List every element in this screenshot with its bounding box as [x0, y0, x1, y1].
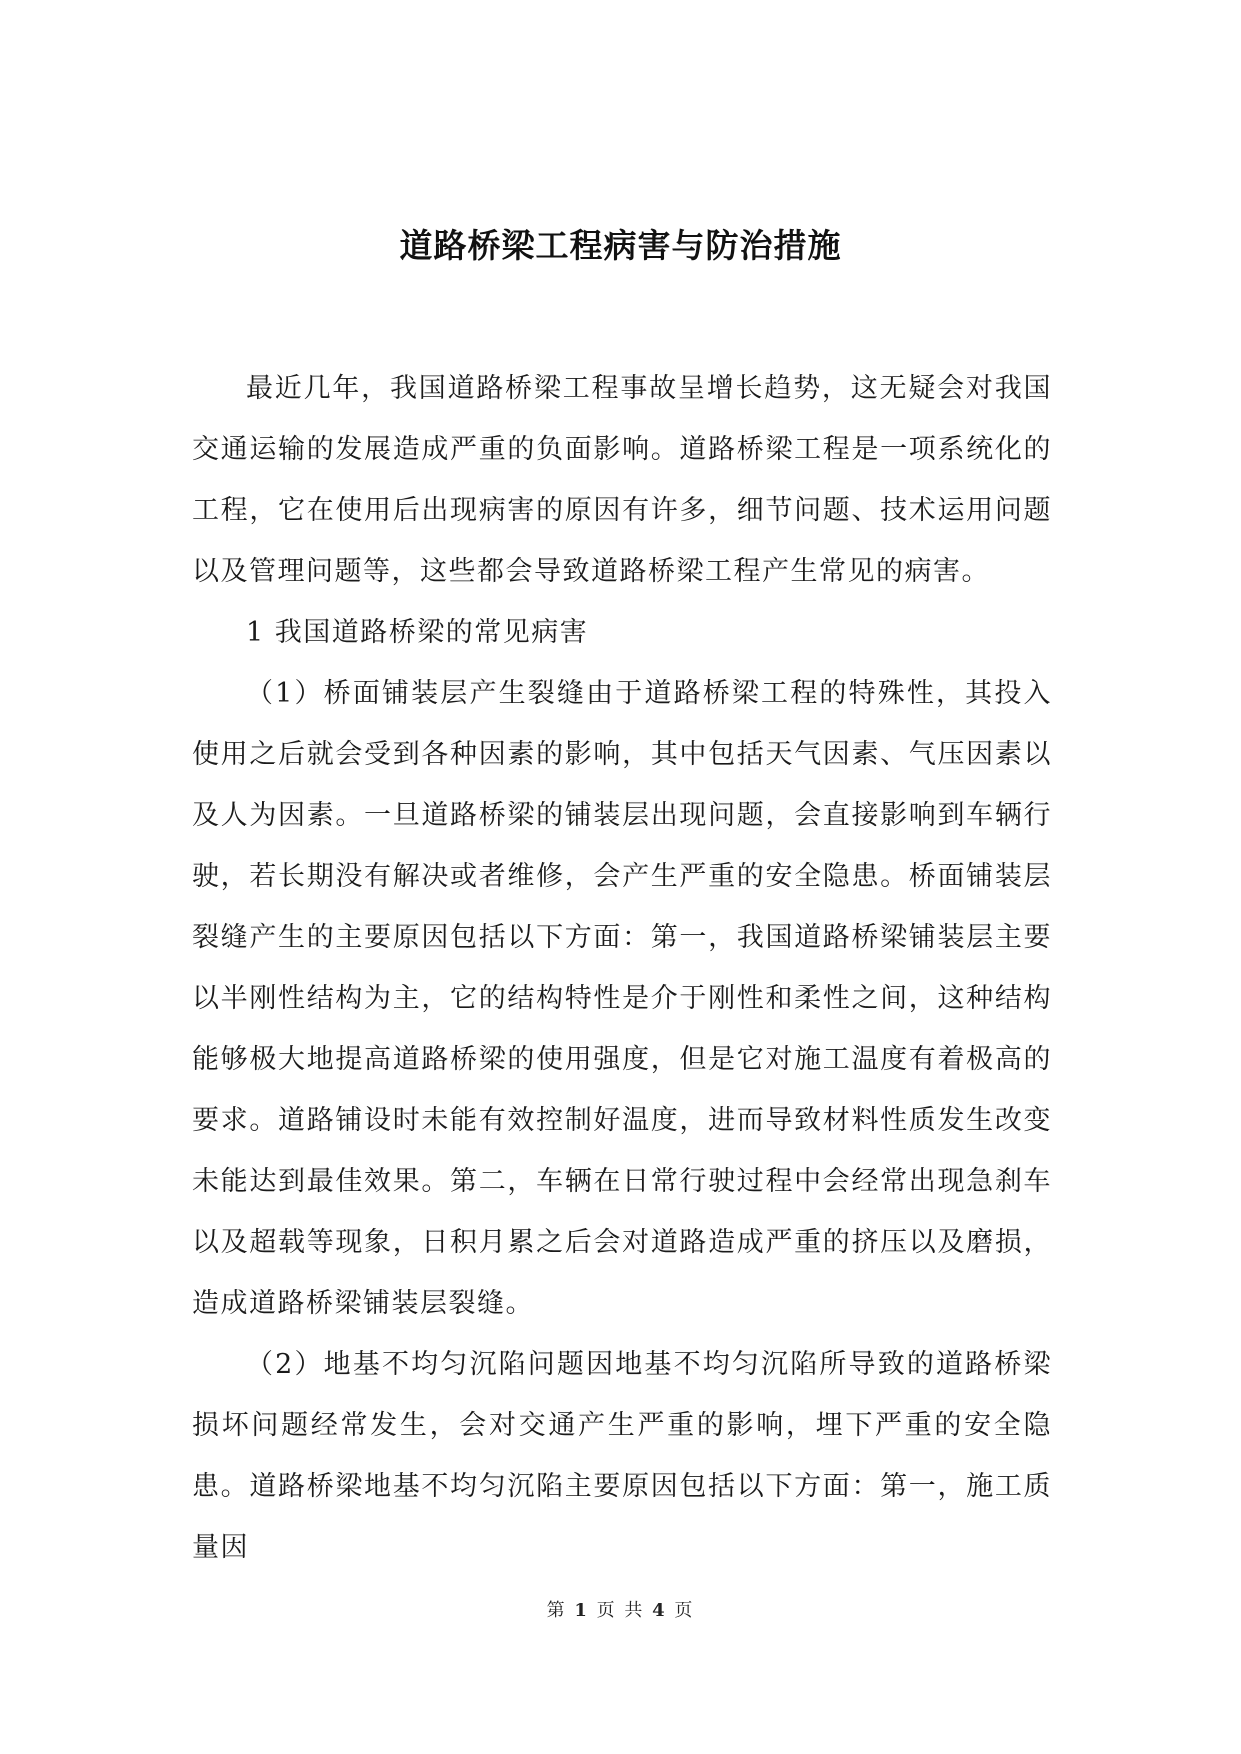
document-body [192, 358, 1052, 1578]
footer-prefix: 第 [546, 1600, 567, 1621]
document-title: 道路桥梁工程病害与防治措施 [399, 226, 842, 265]
intro-paragraph: 最近几年，我国道路桥梁工程事故呈增长趋势，这无疑会对我国交通运输的发展造成严重的负面影响。道路桥梁工程是一项系统化的工程，它在使用后出现病害的原因有许多，细节问题、技术运用问题以及管理问题等，这些都会导致道路桥梁工程产生常见的病害。 [192, 373, 1052, 587]
page-footer [0, 1596, 1241, 1622]
footer-total-pages: 4 [652, 1600, 667, 1621]
footer-suffix: 页 [674, 1600, 695, 1621]
body-paragraph-1: （1）桥面铺装层产生裂缝由于道路桥梁工程的特殊性，其投入使用之后就会受到各种因素的影响，其中包括天气因素、气压因素以及人为因素。一旦道路桥梁的铺装层出现问题，会直接影响到车辆行驶，若长期没有解决或者维修，会产生严重的安全隐患。桥面铺装层裂缝产生的主要原因包括以下方面：第一，我国道路桥梁铺装层主要以半刚性结构为主，它的结构特性是介于刚性和柔性之间，这种结构能够极大地提高道路桥梁的使用强度，但是它对施工温度有着极高的要求。道路铺设时未能有效控制好温度，进而导致材料性质发生改变未能达到最佳效果。第二，车辆在日常行驶过程中会经常出现急刹车以及超载等现象，日积月累之后会对道路造成严重的挤压以及磨损，造成道路桥梁铺装层裂缝。 [192, 678, 1052, 1319]
footer-middle: 页 共 [596, 1600, 645, 1621]
body-paragraph-2: （2）地基不均匀沉陷问题因地基不均匀沉陷所导致的道路桥梁损坏问题经常发生，会对交通产生严重的影响，埋下严重的安全隐患。道路桥梁地基不均匀沉陷主要原因包括以下方面：第一，施工质量因 [192, 1349, 1052, 1563]
footer-page-number: 1 [574, 1600, 589, 1621]
section-heading: 1 我国道路桥梁的常见病害 [246, 617, 589, 648]
